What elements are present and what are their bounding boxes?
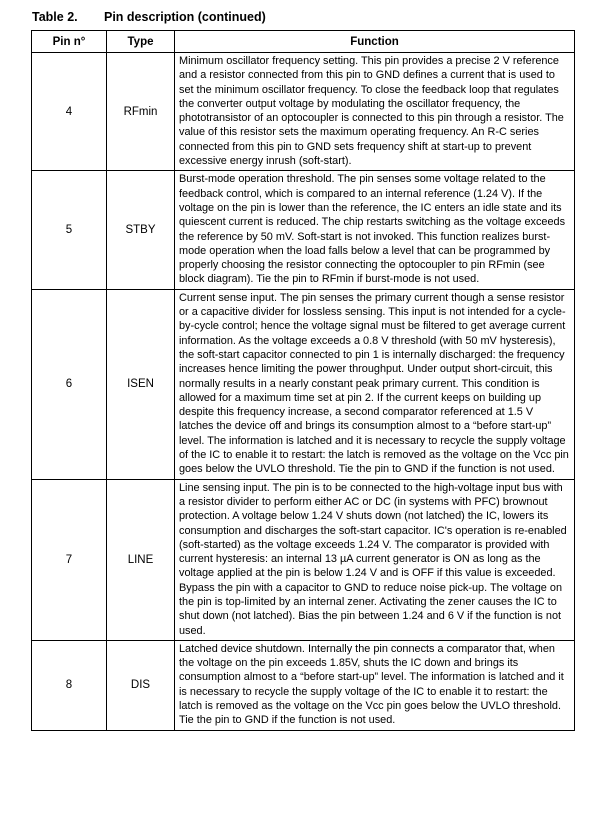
pin-number: 4: [32, 53, 107, 171]
table-row: [32, 640, 575, 730]
table-title: Pin description (continued): [104, 10, 266, 24]
pin-type: RFmin: [107, 53, 175, 171]
pin-type: DIS: [107, 640, 175, 730]
pin-number: 8: [32, 640, 107, 730]
pin-function: Burst-mode operation threshold. The pin senses some voltage related to the feedback control, which is compared to an internal reference (1.24 V). If the voltage on the pin is lower than the reference, the IC enters an idle state and its quiescent current is reduced. The chip restarts switching as the voltage exceeds the reference by 50 mV. Soft-start is not invoked. This function realizes burst-mode operation when the load falls below a level that can be programmed by properly choosing the resistor connecting the optocoupler to pin RFmin (see block diagram). Tie the pin to RFmin if burst-mode is not used.: [175, 171, 575, 289]
header-pin: Pin n°: [32, 31, 107, 53]
pin-description-table: [31, 30, 575, 731]
header-function: Function: [175, 31, 575, 53]
table-row: [32, 171, 575, 289]
pin-number: 7: [32, 479, 107, 640]
header-type: Type: [107, 31, 175, 53]
table-caption: [32, 10, 266, 24]
pin-type: ISEN: [107, 289, 175, 479]
pin-function: Current sense input. The pin senses the primary current though a sense resistor or a capacitive divider for lossless sensing. This input is not intended for a cycle-by-cycle control; hence the voltage signal must be filtered to get average current information. As the voltage exceeds a 0.8 V threshold (with 50 mV hysteresis), the soft-start capacitor connected to pin 1 is internally discharged: the frequency increases hence limiting the power throughput. Under output short-circuit, this normally results in a nearly constant peak primary current. This condition is allowed for a maximum time set at pin 2. If the current keeps on building up despite this frequency increase, a second comparator referenced at 1.5 V latches the device off and brings its consumption almost to a “before start-up” level. The information is latched and it is necessary to recycle the supply voltage of the IC to enable it to restart: the latch is removed as the voltage on the Vcc pin goes below the UVLO threshold. Tie the pin to GND if the function is not used.: [175, 289, 575, 479]
pin-number: 6: [32, 289, 107, 479]
table-row: [32, 479, 575, 640]
pin-type: STBY: [107, 171, 175, 289]
pin-number: 5: [32, 171, 107, 289]
pin-function: Line sensing input. The pin is to be connected to the high-voltage input bus with a resistor divider to perform either AC or DC (in systems with PFC) brownout protection. A voltage below 1.24 V shuts down (not latched) the IC, lowers its consumption and discharges the soft-start capacitor. IC's operation is re-enabled (soft-started) as the voltage exceeds 1.24 V. The comparator is provided with current hysteresis: an internal 13 µA current generator is ON as long as the voltage applied at the pin is below 1.24 V and is OFF if this value is exceeded. Bypass the pin with a capacitor to GND to reduce noise pick-up. The voltage on the pin is top-limited by an internal zener. Activating the zener causes the IC to shut down (not latched). Bias the pin between 1.24 and 6 V if the function is not used.: [175, 479, 575, 640]
header-row: [32, 31, 575, 53]
table-row: [32, 53, 575, 171]
pin-type: LINE: [107, 479, 175, 640]
pin-function: Latched device shutdown. Internally the pin connects a comparator that, when the voltage on the pin exceeds 1.85V, shuts the IC down and brings its consumption almost to a “before start-up” level. The information is latched and it is necessary to recycle the supply voltage of the IC to enable it to restart: the latch is removed as the voltage on the Vcc pin goes below the UVLO threshold. Tie the pin to GND if the function is not used.: [175, 640, 575, 730]
table-number: Table 2.: [32, 10, 78, 24]
table-row: [32, 289, 575, 479]
pin-function: Minimum oscillator frequency setting. This pin provides a precise 2 V reference and a resistor connected from this pin to GND defines a current that is used to set the minimum oscillator frequency. To close the feedback loop that regulates the converter output voltage by modulating the oscillator frequency, the phototransistor of an optocoupler is connected to this pin through a resistor. The value of this resistor sets the maximum operating frequency. An R-C series connected from this pin to GND sets frequency shift at start-up to prevent excessive energy inrush (soft-start).: [175, 53, 575, 171]
